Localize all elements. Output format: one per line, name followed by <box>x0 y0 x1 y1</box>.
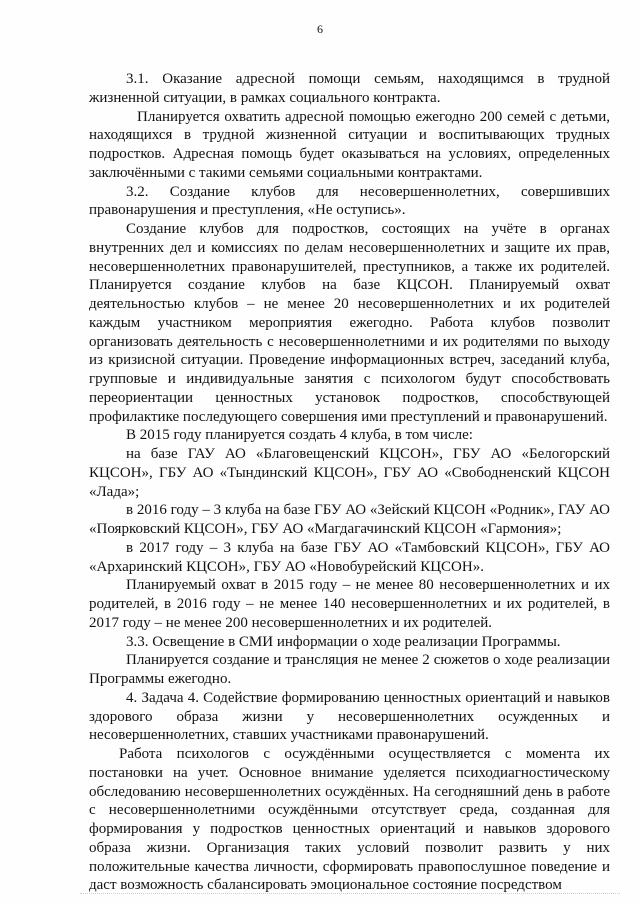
paragraph-task-4-body: Работа психологов с осуждёнными осуществляется с момента их постановки на учет. Основное внимание уделяется психодиагностическому обследованию несовершеннолетних осуждённых. На сегодняшний день в работе с несовершеннолетними осуждёнными отсутствует среда, созданная для формирования у подростков ценностных ориентаций и навыков здорового образа жизни. Организация таких условий позволит развить у них положительные качества личности, сформировать правопослушное поведение и даст возможность сбалансировать эмоциональное состояние посредством <box>89 746 610 894</box>
paragraph-3-3-body: Планируется создание и трансляция не менее 2 сюжетов о ходе реализации Программы ежегодно. <box>89 652 610 687</box>
paragraph-2016-clubs: в 2016 году – 3 клуба на базе ГБУ АО «Зейский КЦСОН «Родник», ГАУ АО «Поярковский КЦСОН», ГБУ АО «Магдагачинский КЦСОН «Гармония»; <box>89 502 610 537</box>
paragraph-2015-clubs: на базе ГАУ АО «Благовещенский КЦСОН», ГБУ АО «Белогорский КЦСОН», ГБУ АО «Тындинский КЦСОН», ГБУ АО «Свободненский КЦСОН «Лада»; <box>89 446 610 500</box>
paragraph-3-3-heading: 3.3. Освещение в СМИ информации о ходе реализации Программы. <box>126 633 561 650</box>
page-number: 6 <box>317 22 323 36</box>
document-body <box>89 70 610 895</box>
paragraph-3-2-heading: 3.2. Создание клубов для несовершеннолетних, совершивших правонарушения и преступления, «Не оступись». <box>89 183 610 219</box>
paragraph-3-1-body: Планируется охватить адресной помощью ежегодно 200 семей с детьми, находящихся в трудной жизненной ситуации и воспитывающих трудных подростков. Адресная помощь будет оказываться на условиях, определенных заключёнными с такими семьями социальными контрактами. <box>89 108 610 181</box>
paragraph-3-1-heading: 3.1. Оказание адресной помощи семьям, находящимся в трудной жизненной ситуации, в рамках социального контракта. <box>89 71 610 106</box>
scan-bottom-edge <box>80 893 620 895</box>
paragraph-3-2-body: Создание клубов для подростков, состоящих на учёте в органах внутренних дел и комиссиях по делам несовершеннолетних и защите их прав, несовершеннолетних правонарушителей, преступников, а также их родителей. Планируется создание клубов на базе КЦСОН. Планируемый охват деятельностью клубов – не менее 20 несовершеннолетних и их родителей каждым участником мероприятия ежегодно. Работа клубов позволит организовать деятельность с несовершеннолетними и их родителями по выходу из кризисной ситуации. Проведение информационных встреч, заседаний клуба, групповые и индивидуальные занятия с психологом будут способствовать переориентации ценностных установок подростков, способствующей профилактике последующего совершения ими преступлений и правонарушений. <box>89 221 610 425</box>
paragraph-2017-clubs: в 2017 году – 3 клуба на базе ГБУ АО «Тамбовский КЦСОН», ГБУ АО «Архаринский КЦСОН», ГБУ АО «Новобурейский КЦСОН». <box>89 539 610 575</box>
paragraph-task-4-heading: 4. Задача 4. Содействие формированию ценностных ориентаций и навыков здорового образа жизни у несовершеннолетних осужденных и несовершеннолетних, ставших участниками правонарушений. <box>89 689 610 744</box>
paragraph-2015-intro: В 2015 году планируется создать 4 клуба, в том числе: <box>126 427 473 444</box>
paragraph-coverage: Планируемый охват в 2015 году – не менее 80 несовершеннолетних и их родителей, в 2016 году – не менее 140 несовершеннолетних и их родителей, в 2017 году – не менее 200 несовершеннолетних и их родителей. <box>89 577 610 631</box>
